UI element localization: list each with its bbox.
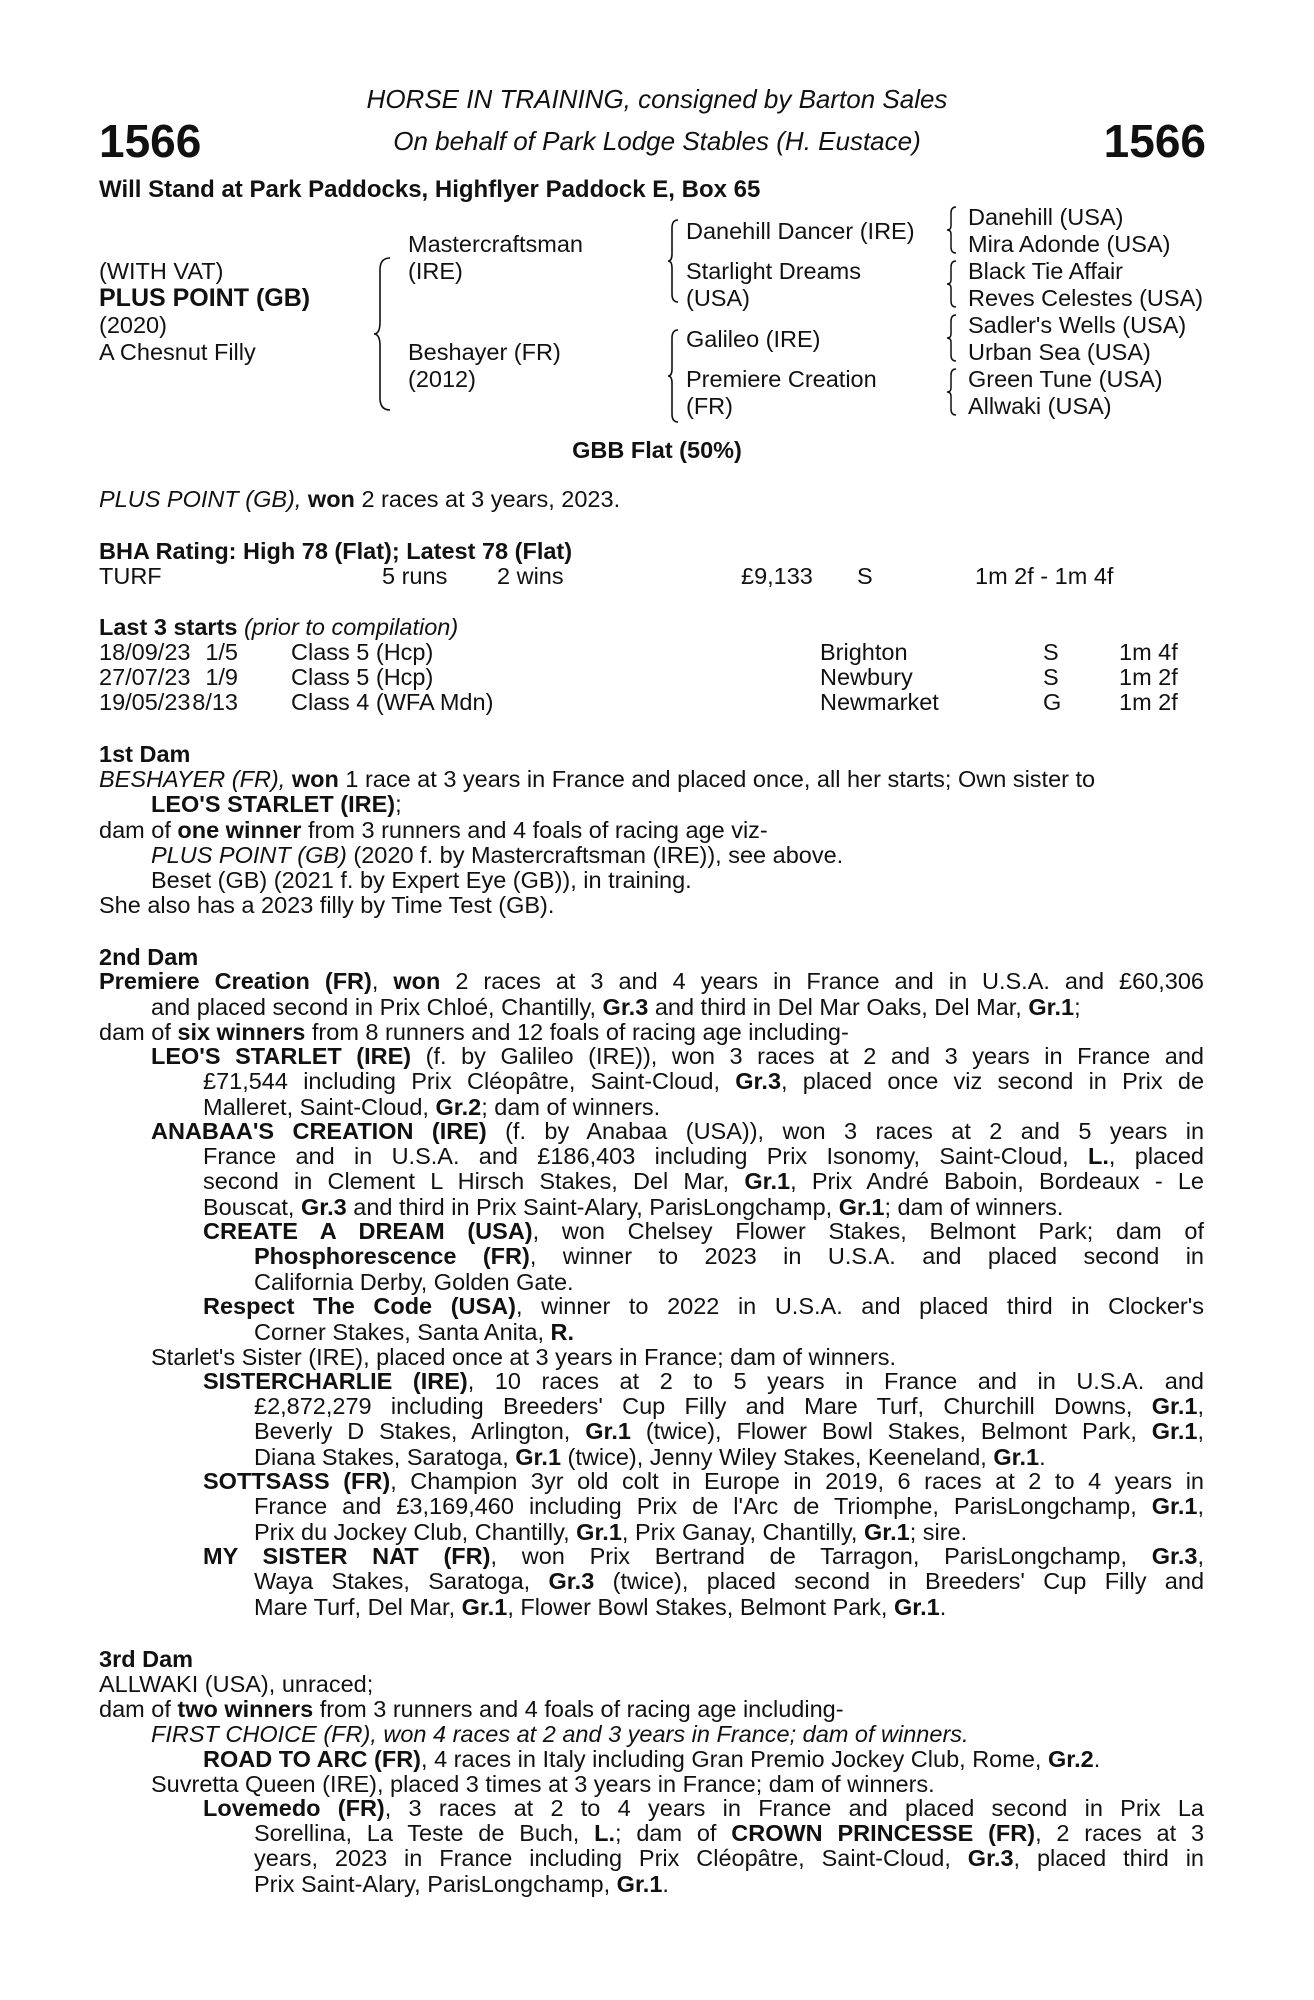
- produce-plus-point: PLUS POINT (GB) (2020 f. by Mastercraftsman (IRE)), see above.: [151, 842, 844, 868]
- my-sister-nat-line3: Mare Turf, Del Mar, Gr.1, Flower Bowl Stakes, Belmont Park, Gr.1.: [254, 1594, 947, 1620]
- start-course: Newbury: [820, 664, 913, 690]
- stand-location: Will Stand at Park Paddocks, Highflyer Paddock E, Box 65: [99, 176, 761, 203]
- lovemedo-entry: Lovemedo (FR), 3 races at 2 to 4 years in France and placed second in Prix La: [203, 1795, 1205, 1821]
- first-choice-entry: FIRST CHOICE (FR), won 4 races at 2 and 3 years in France; dam of winners.: [151, 1721, 969, 1747]
- start-cls: Class 4 (WFA Mdn): [291, 689, 494, 715]
- sistercharlie-line4: Diana Stakes, Saratoga, Gr.1 (twice), Jenny Wiley Stakes, Keeneland, Gr.1.: [254, 1444, 1046, 1470]
- consignment-line: HORSE IN TRAINING, consigned by Barton Sales: [366, 84, 948, 114]
- start-going: S: [1043, 664, 1059, 690]
- my-sister-nat-entry: MY SISTER NAT (FR), won Prix Bertrand de Tarragon, ParisLongchamp, Gr.3,: [203, 1543, 1205, 1569]
- create-a-dream-line3: California Derby, Golden Gate.: [254, 1269, 574, 1295]
- grandsire-3: Sadler's Wells (USA): [968, 312, 1187, 338]
- grandsire-1: Danehill (USA): [968, 204, 1124, 230]
- foaling-year: (2020): [99, 312, 167, 338]
- race-summary: PLUS POINT (GB), won 2 races at 3 years, 2023.: [99, 486, 621, 512]
- third-dam-heading: 3rd Dam: [99, 1646, 194, 1672]
- start-course: Brighton: [820, 639, 908, 665]
- sistercharlie-line2: £2,872,279 including Breeders' Cup Filly and Mare Turf, Churchill Downs, Gr.1,: [254, 1393, 1204, 1419]
- sottsass-line3: Prix du Jockey Club, Chantilly, Gr.1, Prix Ganay, Chantilly, Gr.1; sire.: [254, 1519, 968, 1545]
- anabaas-creation-line4: Bouscat, Gr.3 and third in Prix Saint-Alary, ParisLongchamp, Gr.1; dam of winners.: [203, 1194, 1064, 1220]
- granddam-2: Reves Celestes (USA): [968, 285, 1204, 311]
- lot-number-left: 1566: [99, 115, 202, 167]
- brace-dam: [666, 328, 680, 424]
- produce-2023: She also has a 2023 filly by Time Test (GB).: [99, 892, 555, 918]
- second-dam-heading: 2nd Dam: [99, 944, 199, 970]
- granddam-3: Urban Sea (USA): [968, 339, 1151, 365]
- first-dam-produce: dam of one winner from 3 runners and 4 foals of racing age viz-: [99, 817, 768, 843]
- sottsass-line2: France and £3,169,460 including Prix de l'Arc de Triomphe, ParisLongchamp, Gr.1,: [254, 1493, 1205, 1519]
- sistercharlie-line3: Beverly D Stakes, Arlington, Gr.1 (twice), Flower Bowl Stakes, Belmont Park, Gr.1,: [254, 1418, 1205, 1444]
- start-dist: 1m 4f: [1119, 639, 1178, 665]
- brace-sire: [666, 218, 680, 304]
- lovemedo-line4: Prix Saint-Alary, ParisLongchamp, Gr.1.: [254, 1871, 669, 1897]
- anabaas-creation-line2: France and in U.S.A. and £186,403 including Prix Isonomy, Saint-Cloud, L., placed: [203, 1143, 1204, 1169]
- bha-rating: BHA Rating: High 78 (Flat); Latest 78 (Flat): [99, 538, 573, 564]
- sistercharlie-entry: SISTERCHARLIE (IRE), 10 races at 2 to 5 years in France and in U.S.A. and: [203, 1368, 1204, 1394]
- horse-name: PLUS POINT (GB): [99, 284, 311, 312]
- start-course: Newmarket: [820, 689, 939, 715]
- my-sister-nat-line2: Waya Stakes, Saratoga, Gr.3 (twice), placed second in Breeders' Cup Filly and: [254, 1568, 1205, 1594]
- dam-dam-name: Premiere Creation: [686, 366, 877, 392]
- start-dist: 1m 2f: [1119, 689, 1178, 715]
- start-cls: Class 5 (Hcp): [291, 639, 434, 665]
- start-pos: 8/13: [192, 689, 238, 715]
- leos-starlet-entry: LEO'S STARLET (IRE) (f. by Galileo (IRE)), won 3 races at 2 and 3 years in France and: [151, 1043, 1204, 1069]
- last-starts-title: Last 3 starts (prior to compilation): [99, 614, 459, 640]
- horse-description: A Chesnut Filly: [99, 339, 256, 365]
- granddam-1: Mira Adonde (USA): [968, 231, 1171, 257]
- sire-dam-country: (USA): [686, 285, 750, 311]
- brace-main: [372, 256, 392, 412]
- start-date: 19/05/23: [99, 689, 191, 715]
- sire-sire: Danehill Dancer (IRE): [686, 218, 915, 244]
- vendor-line: On behalf of Park Lodge Stables (H. Eustace): [393, 126, 921, 156]
- granddam-4: Allwaki (USA): [968, 393, 1112, 419]
- start-cls: Class 5 (Hcp): [291, 664, 434, 690]
- create-a-dream-entry: CREATE A DREAM (USA), won Chelsey Flower Stakes, Belmont Park; dam of: [203, 1218, 1204, 1244]
- create-a-dream-line2: Phosphorescence (FR), winner to 2023 in U.S.A. and placed second in: [254, 1243, 1204, 1269]
- sire-name: Mastercraftsman: [408, 231, 583, 257]
- grandsire-4: Green Tune (USA): [968, 366, 1163, 392]
- second-dam-line: Premiere Creation (FR), won 2 races at 3 and 4 years in France and in U.S.A. and £60,306: [99, 968, 1205, 994]
- leos-starlet-line3: Malleret, Saint-Cloud, Gr.2; dam of winners.: [203, 1094, 661, 1120]
- dam-sire: Galileo (IRE): [686, 326, 821, 352]
- respect-the-code-entry: Respect The Code (USA), winner to 2022 in U.S.A. and placed third in Clocker's: [203, 1293, 1204, 1319]
- start-pos: 1/5: [205, 639, 238, 665]
- second-dam-placings: and placed second in Prix Chloé, Chantilly, Gr.3 and third in Del Mar Oaks, Del Mar, Gr.1;: [151, 994, 1081, 1020]
- anabaas-creation-entry: ANABAA'S CREATION (IRE) (f. by Anabaa (USA)), won 3 races at 2 and 5 years in: [151, 1118, 1205, 1144]
- start-pos: 1/9: [205, 664, 238, 690]
- sire-country: (IRE): [408, 258, 463, 284]
- second-dam-produce: dam of six winners from 8 runners and 12 foals of racing age including-: [99, 1019, 849, 1045]
- first-dam-sister: LEO'S STARLET (IRE);: [151, 791, 402, 817]
- first-dam-line: BESHAYER (FR), won 1 race at 3 years in France and placed once, all her starts; Own sister to: [99, 766, 1096, 792]
- start-going: S: [1043, 639, 1059, 665]
- gbb-flat: GBB Flat (50%): [572, 437, 742, 463]
- start-date: 27/07/23: [99, 664, 191, 690]
- road-to-arc-entry: ROAD TO ARC (FR), 4 races in Italy including Gran Premio Jockey Club, Rome, Gr.2.: [203, 1746, 1101, 1772]
- third-dam-produce: dam of two winners from 3 runners and 4 foals of racing age including-: [99, 1696, 844, 1722]
- suvretta-queen-entry: Suvretta Queen (IRE), placed 3 times at 3 years in France; dam of winners.: [151, 1771, 935, 1797]
- dam-year: (2012): [408, 366, 476, 392]
- sottsass-entry: SOTTSASS (FR), Champion 3yr old colt in Europe in 2019, 6 races at 2 to 4 years in: [203, 1468, 1204, 1494]
- starlets-sister-entry: Starlet's Sister (IRE), placed once at 3 years in France; dam of winners.: [151, 1344, 897, 1370]
- brace-g4: [946, 367, 958, 417]
- lovemedo-line3: years, 2023 in France including Prix Cléopâtre, Saint-Cloud, Gr.3, placed third in: [254, 1845, 1204, 1871]
- leos-starlet-line2: £71,544 including Prix Cléopâtre, Saint-Cloud, Gr.3, placed once viz second in Prix de: [203, 1068, 1205, 1094]
- sire-dam-name: Starlight Dreams: [686, 258, 861, 284]
- brace-g3: [946, 313, 958, 363]
- lovemedo-line2: Sorellina, La Teste de Buch, L.; dam of CROWN PRINCESSE (FR), 2 races at 3: [254, 1820, 1205, 1846]
- vat-note: (WITH VAT): [99, 258, 224, 284]
- start-going: G: [1043, 689, 1062, 715]
- dam-dam-country: (FR): [686, 393, 733, 419]
- third-dam-line: ALLWAKI (USA), unraced;: [99, 1671, 374, 1697]
- start-date: 18/09/23: [99, 639, 191, 665]
- brace-g2: [946, 259, 958, 309]
- first-dam-heading: 1st Dam: [99, 741, 191, 767]
- dam-name: Beshayer (FR): [408, 339, 561, 365]
- anabaas-creation-line3: second in Clement L Hirsch Stakes, Del Mar, Gr.1, Prix André Baboin, Bordeaux - Le: [203, 1168, 1205, 1194]
- lot-number-right: 1566: [1103, 115, 1206, 167]
- respect-the-code-line2: Corner Stakes, Santa Anita, R.: [254, 1319, 575, 1345]
- produce-beset: Beset (GB) (2021 f. by Expert Eye (GB)), in training.: [151, 867, 692, 893]
- grandsire-2: Black Tie Affair: [968, 258, 1123, 284]
- start-dist: 1m 2f: [1119, 664, 1178, 690]
- brace-g1: [946, 205, 958, 255]
